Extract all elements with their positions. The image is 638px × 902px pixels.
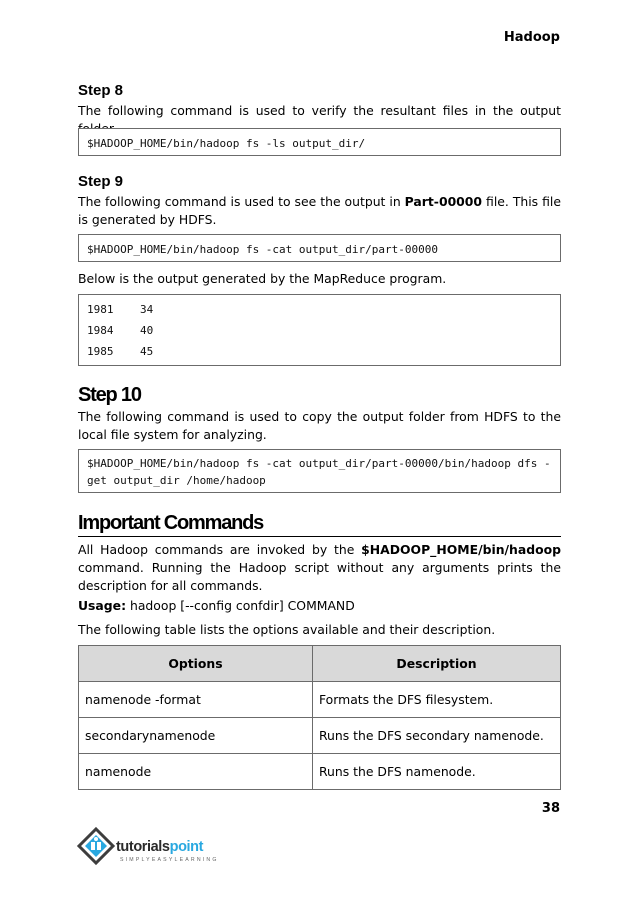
step-8-text: The following command is used to verify the resultant files in the output [78, 103, 561, 118]
column-header-description: Description [313, 646, 561, 682]
option-cell: namenode -format [79, 682, 313, 718]
code-line: get output_dir /home/hadoop [87, 474, 266, 487]
page-header-title: Hadoop [503, 30, 560, 45]
table-row [79, 718, 561, 754]
step-8-heading: Step 8 [78, 82, 124, 99]
table-row [79, 682, 561, 718]
output-line: 1984 40 [87, 324, 154, 337]
options-table [78, 645, 561, 790]
mapreduce-output-block [78, 294, 561, 366]
usage-line [78, 597, 561, 615]
table-row [79, 754, 561, 790]
heading-underline [78, 536, 561, 537]
page-number: 38 [541, 801, 560, 816]
output-line: 1981 34 [87, 303, 154, 316]
step-9-code-block [78, 234, 561, 262]
step-10-text: The following command is used to copy the output folder from HDFS to the local file system for analyzing. [78, 409, 561, 442]
code-line: $HADOOP_HOME/bin/hadoop fs -cat output_dir/part-00000 [87, 243, 438, 256]
logo-wordmark: tutorialspoint [116, 839, 204, 855]
usage-label: Usage: [78, 598, 127, 613]
description-cell: Formats the DFS filesystem. [313, 682, 561, 718]
step-9-text: The following command is used to see the output in Part-00000 file. This file is generated by HDFS. [78, 194, 561, 227]
step-10-code-block [78, 449, 561, 493]
hadoop-command-path: $HADOOP_HOME/bin/hadoop [361, 542, 561, 557]
output-intro-text: Below is the output generated by the MapReduce program. [78, 271, 447, 286]
logo-emblem-icon [76, 826, 116, 872]
description-cell: Runs the DFS secondary namenode. [313, 718, 561, 754]
important-commands-heading: Important Commands [78, 512, 264, 534]
part-file-name: Part-00000 [404, 194, 483, 209]
code-line: $HADOOP_HOME/bin/hadoop fs -ls output_dir/ [87, 137, 366, 150]
important-commands-text: All Hadoop commands are invoked by the $HADOOP_HOME/bin/hadoop command. Running the Hadoop script without any arguments prints the description for all commands. [78, 542, 561, 593]
option-cell: namenode [79, 754, 313, 790]
column-header-options: Options [79, 646, 313, 682]
logo-tagline: SIMPLYEASYLEARNING [120, 857, 219, 863]
step-9-heading: Step 9 [78, 173, 124, 190]
output-line: 1985 45 [87, 345, 154, 358]
code-line: $HADOOP_HOME/bin/hadoop fs -cat output_dir/part-00000/bin/hadoop dfs - [87, 457, 551, 470]
description-cell: Runs the DFS namenode. [313, 754, 561, 790]
step-10-heading: Step 10 [78, 384, 141, 406]
table-header-row [79, 646, 561, 682]
table-intro-text: The following table lists the options available and their description. [78, 622, 496, 637]
usage-text: hadoop [--config confdir] COMMAND [126, 598, 355, 613]
tutorialspoint-logo [76, 826, 226, 872]
step-8-code-block [78, 128, 561, 156]
option-cell: secondarynamenode [79, 718, 313, 754]
